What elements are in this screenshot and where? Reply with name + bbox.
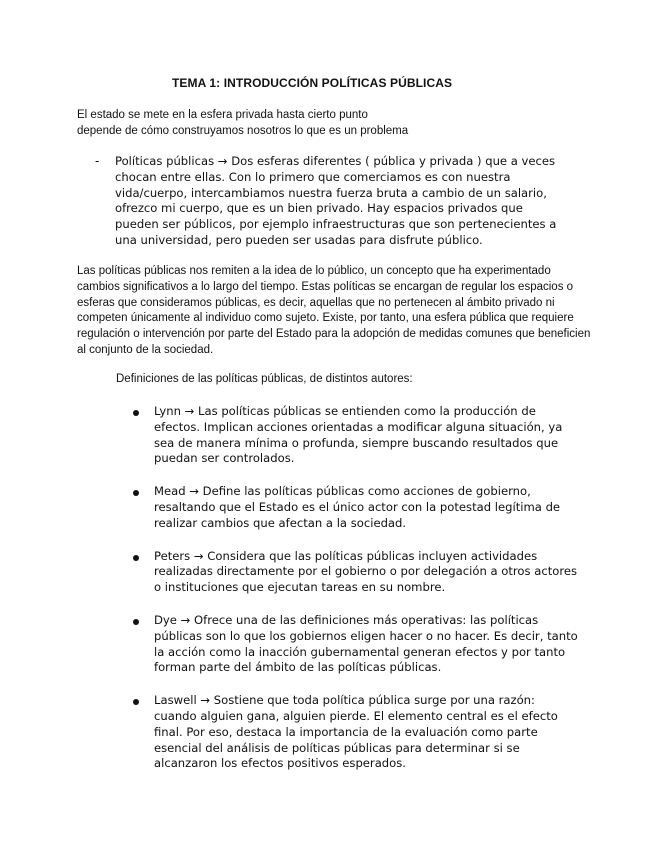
intro-text [77,107,597,139]
bullet-dot-icon [133,490,139,496]
definition-text: Peters → Considera que las políticas públicas incluyen actividades realizadas directamente por el gobierno o por delegación a otros actores o instituciones que ejecutan tareas en su nombre. [154,548,578,595]
intro-line-2: depende de cómo construyamos nosotros lo que es un problema [77,125,409,137]
definition-text: Laswell → Sostiene que toda política pública surge por una razón: cuando alguien gana, alguien pierde. El elemento central es el efecto final. Por eso, destaca la importancia de la evaluación como parte esencial del análisis de políticas públicas para determinar si se alcanzaron los efectos positivos esperados. [154,693,558,771]
definition-item-mead [130,484,580,531]
definition-text: Mead → Define las políticas públicas como acciones de gobierno, resaltando que el Estado es el único actor con la potestad legítima de realizar cambios que afectan a la sociedad. [154,484,561,530]
intro-line-1: El estado se mete en la esfera privada hasta cierto punto [77,109,368,121]
bullet-dot-icon [133,619,139,625]
definition-item-laswell [130,693,580,772]
dash-marker: - [95,154,100,168]
definition-text: Dye → Ofrece una de las definiciones más operativas: las políticas públicas son lo que los gobiernos eligen hacer o no hacer. Es decir, tanto la acción como la inacción gubernamental generan efectos y por tanto forman parte del ámbito de las políticas públicas. [154,612,578,675]
bullet-dot-icon [133,699,139,705]
definition-text: Lynn → Las políticas públicas se entienden como la producción de efectos. Implican acciones orientadas a modificar alguna situación, ya sea de manera mínima o profunda, siempre buscando resultados que puedan ser controlados. [154,404,563,466]
definition-item-dye [130,613,580,676]
page-title: TEMA 1: INTRODUCCIÓN POLÍTICAS PÚBLICAS [172,76,453,90]
definitions-heading: Definiciones de las políticas públicas, de distintos autores: [116,373,413,385]
definitions-list [130,404,580,772]
definition-item-lynn [130,404,580,467]
definition-item-peters [130,549,580,596]
bullet-dot-icon [133,555,139,561]
dash-item-text: Políticas públicas → Dos esferas diferentes ( pública y privada ) que a veces chocan entre ellas. Con lo primero que comerciamos es con nuestra vida/cuerpo, intercambiamos nuestra fuerza bruta a cambio de un salario, ofrezco mi cuerpo, que es un bien privado. Hay espacios privados que pueden ser públicos, por ejemplo infraestructuras que son pertenecientes a una universidad, pero pueden ser usadas para disfrute público. [115,154,557,247]
bullet-dot-icon [133,410,139,416]
body-paragraph: Las políticas públicas nos remiten a la idea de lo público, un concepto que ha experimentado cambios significativos a lo largo del tiempo. Estas políticas se encargan de regular los espacios o esferas que consideramos públicas, es decir, aquellas que no pertenecen al ámbito privado ni competen únicamente al individuo como sujeto. Existe, por tanto, una esfera pública que requiere regulación o intervención por parte del Estado para la adopción de medidas comunes que beneficien al conjunto de la sociedad. [77,265,591,356]
